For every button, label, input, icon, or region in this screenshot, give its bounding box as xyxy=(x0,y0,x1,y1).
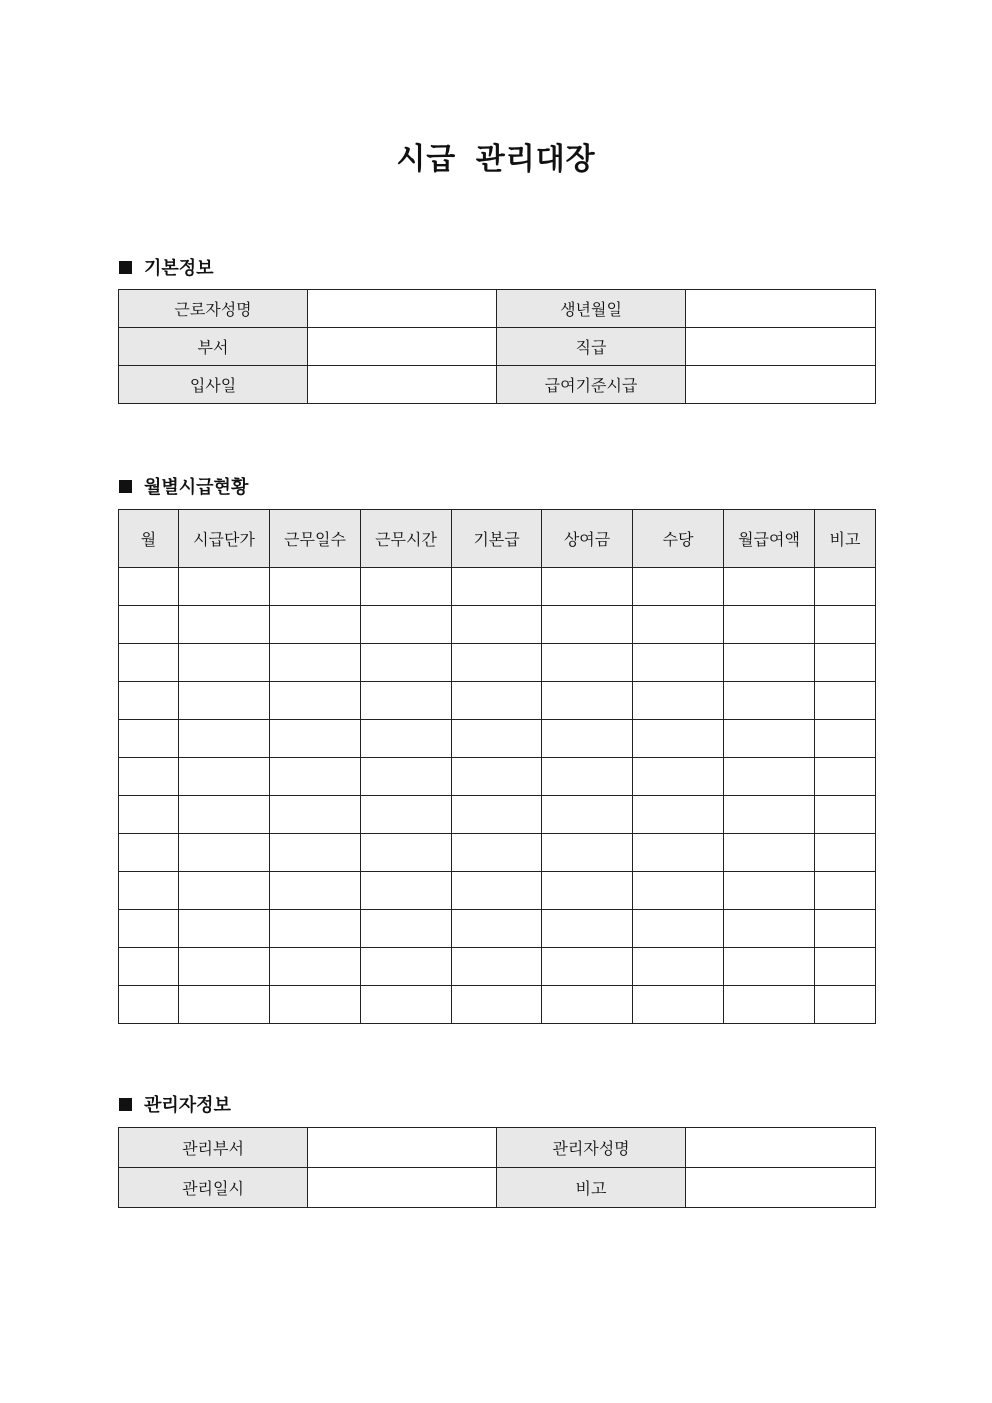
table-cell[interactable] xyxy=(633,606,724,644)
column-header: 상여금 xyxy=(542,510,633,568)
label-cell: 입사일 xyxy=(119,366,308,404)
table-cell[interactable] xyxy=(633,910,724,948)
label-cell: 직급 xyxy=(497,328,686,366)
table-cell[interactable] xyxy=(452,568,542,606)
table-cell[interactable] xyxy=(119,872,179,910)
table-cell[interactable] xyxy=(542,568,633,606)
table-cell[interactable] xyxy=(542,796,633,834)
table-cell[interactable] xyxy=(452,834,542,872)
table-cell[interactable] xyxy=(361,682,452,720)
square-bullet-icon xyxy=(119,261,132,274)
table-cell[interactable] xyxy=(815,758,876,796)
table-row xyxy=(119,986,876,1024)
table-cell[interactable] xyxy=(542,834,633,872)
table-cell[interactable] xyxy=(815,986,876,1024)
table-cell[interactable] xyxy=(815,720,876,758)
table-cell[interactable] xyxy=(452,910,542,948)
table-cell[interactable] xyxy=(179,682,270,720)
table-row xyxy=(119,1168,876,1208)
table-cell[interactable] xyxy=(270,720,361,758)
table-cell[interactable] xyxy=(724,910,815,948)
value-field[interactable] xyxy=(686,366,876,404)
table-cell[interactable] xyxy=(361,948,452,986)
table-row xyxy=(119,606,876,644)
table-cell[interactable] xyxy=(542,948,633,986)
table-cell[interactable] xyxy=(452,682,542,720)
table-row xyxy=(119,568,876,606)
column-header: 시급단가 xyxy=(179,510,270,568)
table-cell[interactable] xyxy=(270,872,361,910)
table-cell[interactable] xyxy=(119,834,179,872)
table-cell[interactable] xyxy=(542,872,633,910)
table-cell[interactable] xyxy=(361,644,452,682)
table-cell[interactable] xyxy=(119,606,179,644)
column-header: 월급여액 xyxy=(724,510,815,568)
table-cell[interactable] xyxy=(452,986,542,1024)
monthly-table-body xyxy=(119,568,876,1024)
table-row xyxy=(119,948,876,986)
table-cell[interactable] xyxy=(119,682,179,720)
table-row xyxy=(119,758,876,796)
value-field[interactable] xyxy=(686,1128,876,1168)
table-cell[interactable] xyxy=(179,720,270,758)
table-cell[interactable] xyxy=(815,948,876,986)
label-cell: 관리일시 xyxy=(119,1168,308,1208)
table-cell[interactable] xyxy=(542,986,633,1024)
table-cell[interactable] xyxy=(270,986,361,1024)
table-cell[interactable] xyxy=(633,948,724,986)
table-cell[interactable] xyxy=(119,568,179,606)
table-row xyxy=(119,328,876,366)
table-row xyxy=(119,910,876,948)
section-heading-manager-label: 관리자정보 xyxy=(144,1095,231,1116)
table-cell[interactable] xyxy=(542,910,633,948)
table-cell[interactable] xyxy=(361,606,452,644)
table-cell[interactable] xyxy=(724,758,815,796)
table-cell[interactable] xyxy=(633,872,724,910)
label-cell: 부서 xyxy=(119,328,308,366)
table-cell[interactable] xyxy=(724,606,815,644)
table-cell[interactable] xyxy=(724,568,815,606)
table-row xyxy=(119,720,876,758)
table-cell[interactable] xyxy=(452,720,542,758)
table-cell[interactable] xyxy=(361,758,452,796)
table-cell[interactable] xyxy=(270,834,361,872)
table-cell[interactable] xyxy=(724,834,815,872)
table-cell[interactable] xyxy=(270,568,361,606)
table-cell[interactable] xyxy=(724,644,815,682)
table-cell[interactable] xyxy=(542,682,633,720)
section-heading-monthly xyxy=(119,473,248,499)
table-cell[interactable] xyxy=(270,644,361,682)
value-field[interactable] xyxy=(308,366,497,404)
column-header: 근무시간 xyxy=(361,510,452,568)
table-cell[interactable] xyxy=(119,948,179,986)
label-cell: 관리자성명 xyxy=(497,1128,686,1168)
table-cell[interactable] xyxy=(542,606,633,644)
square-bullet-icon xyxy=(119,480,132,493)
table-cell[interactable] xyxy=(815,568,876,606)
table-cell[interactable] xyxy=(179,606,270,644)
table-cell[interactable] xyxy=(724,948,815,986)
table-row xyxy=(119,1128,876,1168)
table-cell[interactable] xyxy=(633,682,724,720)
table-header-row xyxy=(119,510,876,568)
table-cell[interactable] xyxy=(724,872,815,910)
table-cell[interactable] xyxy=(179,910,270,948)
table-cell[interactable] xyxy=(724,720,815,758)
monthly-wage-table xyxy=(118,509,876,1024)
table-cell[interactable] xyxy=(179,568,270,606)
table-cell[interactable] xyxy=(361,872,452,910)
table-cell[interactable] xyxy=(119,910,179,948)
table-cell[interactable] xyxy=(815,682,876,720)
table-cell[interactable] xyxy=(119,796,179,834)
table-row xyxy=(119,872,876,910)
table-cell[interactable] xyxy=(119,758,179,796)
table-cell[interactable] xyxy=(815,910,876,948)
table-cell[interactable] xyxy=(815,834,876,872)
table-cell[interactable] xyxy=(270,758,361,796)
table-cell[interactable] xyxy=(179,758,270,796)
column-header: 기본급 xyxy=(452,510,542,568)
label-cell: 비고 xyxy=(497,1168,686,1208)
table-cell[interactable] xyxy=(270,682,361,720)
basic-info-table xyxy=(118,289,876,404)
square-bullet-icon xyxy=(119,1098,132,1111)
value-field[interactable] xyxy=(308,328,497,366)
table-cell[interactable] xyxy=(179,948,270,986)
table-cell[interactable] xyxy=(270,948,361,986)
table-cell[interactable] xyxy=(452,644,542,682)
table-cell[interactable] xyxy=(119,986,179,1024)
section-heading-basic xyxy=(119,254,214,280)
table-row xyxy=(119,290,876,328)
table-cell[interactable] xyxy=(179,986,270,1024)
table-cell[interactable] xyxy=(724,682,815,720)
table-cell[interactable] xyxy=(724,796,815,834)
table-cell[interactable] xyxy=(815,606,876,644)
table-cell[interactable] xyxy=(452,796,542,834)
table-cell[interactable] xyxy=(179,796,270,834)
page-title: 시급 관리대장 xyxy=(396,142,596,177)
table-cell[interactable] xyxy=(452,606,542,644)
label-cell: 생년월일 xyxy=(497,290,686,328)
value-field[interactable] xyxy=(686,328,876,366)
table-cell[interactable] xyxy=(452,872,542,910)
label-cell: 급여기준시급 xyxy=(497,366,686,404)
table-cell[interactable] xyxy=(633,986,724,1024)
table-row xyxy=(119,796,876,834)
section-heading-basic-label: 기본정보 xyxy=(144,258,214,279)
section-heading-manager xyxy=(119,1091,231,1117)
table-cell[interactable] xyxy=(542,758,633,796)
table-cell[interactable] xyxy=(724,986,815,1024)
table-cell[interactable] xyxy=(179,872,270,910)
table-cell[interactable] xyxy=(452,758,542,796)
table-cell[interactable] xyxy=(542,720,633,758)
table-cell[interactable] xyxy=(270,796,361,834)
label-cell: 근로자성명 xyxy=(119,290,308,328)
table-cell[interactable] xyxy=(815,644,876,682)
table-row xyxy=(119,682,876,720)
table-cell[interactable] xyxy=(815,796,876,834)
value-field[interactable] xyxy=(686,1168,876,1208)
column-header: 월 xyxy=(119,510,179,568)
table-cell[interactable] xyxy=(361,720,452,758)
value-field[interactable] xyxy=(308,1128,497,1168)
table-cell[interactable] xyxy=(361,568,452,606)
table-row xyxy=(119,644,876,682)
column-header: 수당 xyxy=(633,510,724,568)
column-header: 근무일수 xyxy=(270,510,361,568)
table-row xyxy=(119,834,876,872)
table-cell[interactable] xyxy=(633,644,724,682)
table-cell[interactable] xyxy=(119,644,179,682)
table-cell[interactable] xyxy=(633,758,724,796)
section-heading-monthly-label: 월별시급현황 xyxy=(144,477,249,498)
table-cell[interactable] xyxy=(119,720,179,758)
table-cell[interactable] xyxy=(633,720,724,758)
table-cell[interactable] xyxy=(361,796,452,834)
table-cell[interactable] xyxy=(633,796,724,834)
table-cell[interactable] xyxy=(633,568,724,606)
value-field[interactable] xyxy=(308,1168,497,1208)
table-cell[interactable] xyxy=(542,644,633,682)
table-cell[interactable] xyxy=(452,948,542,986)
table-cell[interactable] xyxy=(633,834,724,872)
table-cell[interactable] xyxy=(361,986,452,1024)
table-cell[interactable] xyxy=(270,606,361,644)
value-field[interactable] xyxy=(308,290,497,328)
label-cell: 관리부서 xyxy=(119,1128,308,1168)
value-field[interactable] xyxy=(686,290,876,328)
table-cell[interactable] xyxy=(361,834,452,872)
table-cell[interactable] xyxy=(179,834,270,872)
table-cell[interactable] xyxy=(361,910,452,948)
column-header: 비고 xyxy=(815,510,876,568)
table-cell[interactable] xyxy=(815,872,876,910)
table-cell[interactable] xyxy=(270,910,361,948)
table-row xyxy=(119,366,876,404)
table-cell[interactable] xyxy=(179,644,270,682)
manager-info-table xyxy=(118,1127,876,1208)
